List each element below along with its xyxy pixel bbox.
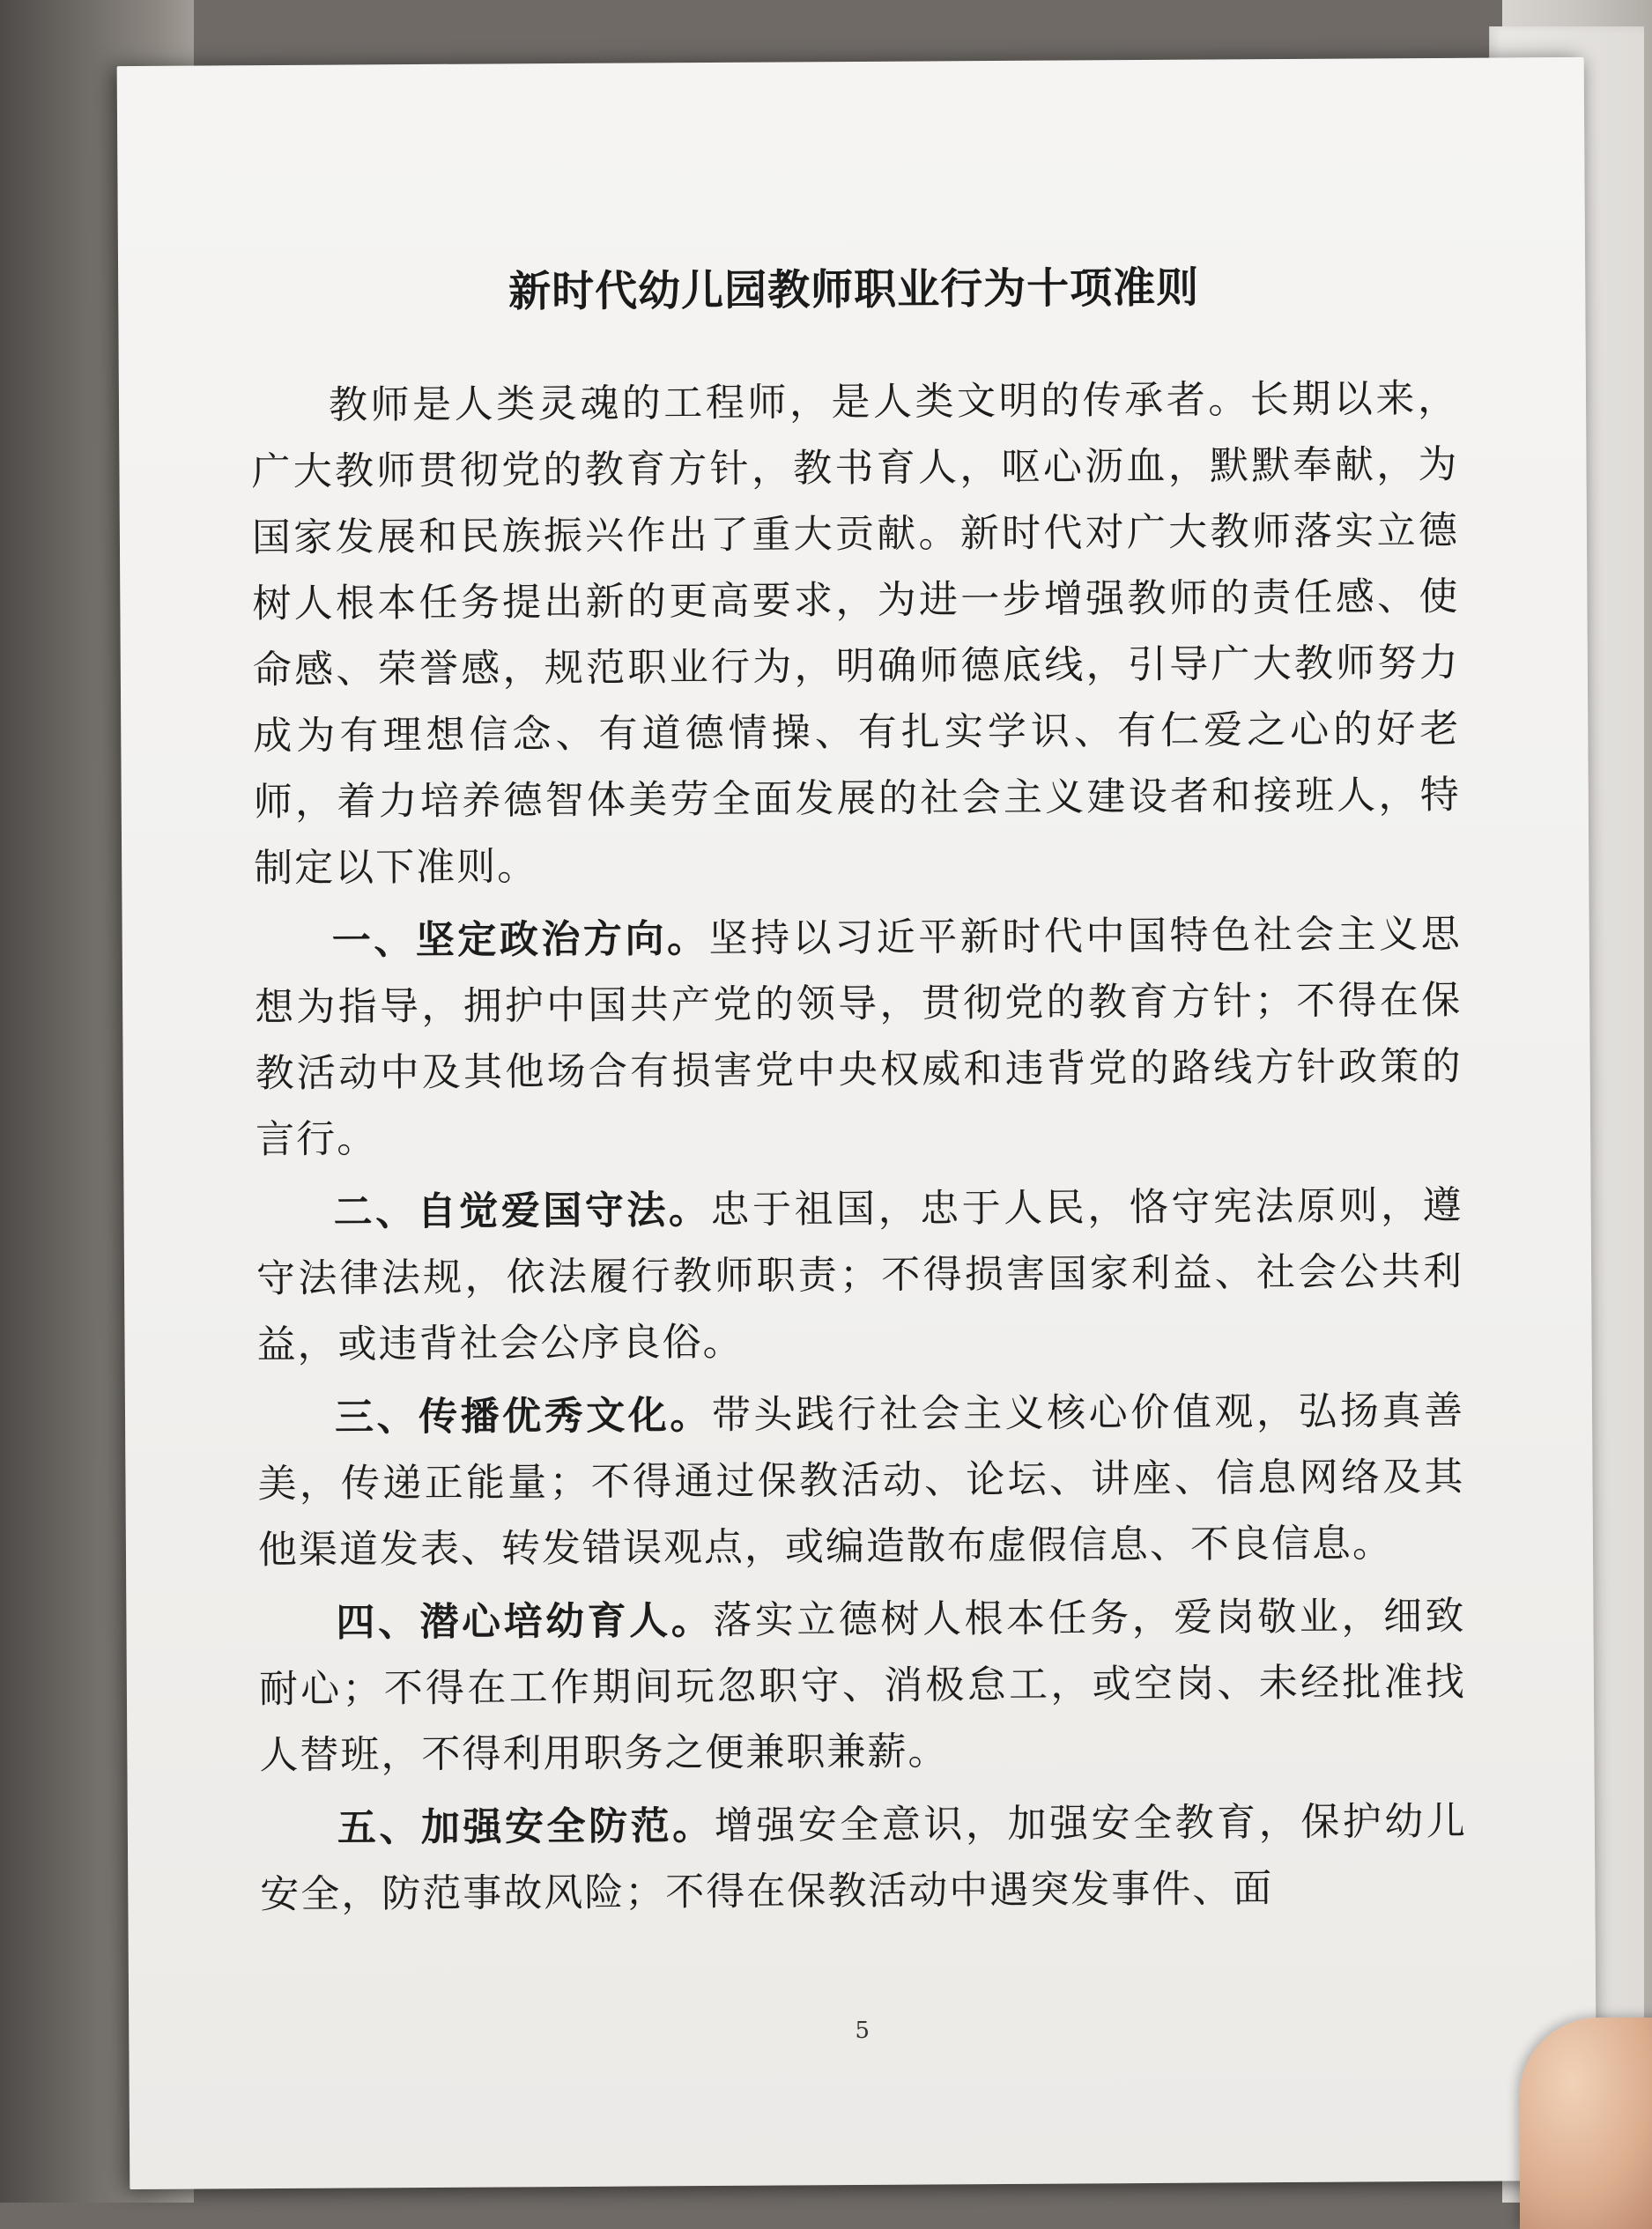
rule-4-text: 落实立德树人根本任务，爱岗敬业，细致耐心；不得在工作期间玩忽职守、消极怠工，或空岗、未经批准找人替班，不得利用职务之便兼职兼薪。 [258,1593,1467,1779]
rule-2-heading: 二、自觉爱国守法。 [333,1188,711,1235]
rule-4 [258,1583,1466,1788]
page-number: 5 [855,2017,870,2045]
rule-5-text: 增强安全意识，加强安全教育，保护幼儿安全，防范事故风险；不得在保教活动中遇突发事件、面 [260,1798,1468,1918]
rule-5-heading: 五、加强安全防范。 [337,1803,715,1851]
document-page [117,57,1597,2189]
rule-3-text: 带头践行社会主义核心价值观，弘扬真善美，传递正能量；不得通过保教活动、论坛、讲座、信息网络及其他渠道发表、转发错误观点，或编造散布虚假信息、不良信息。 [257,1388,1465,1574]
thumb-holding-page [1520,2018,1652,2229]
rule-1-text: 坚持以习近平新时代中国特色社会主义思想为指导，拥护中国共产党的领导，贯彻党的教育方针；不得在保教活动中及其他场合有损害党中央权威和违背党的路线方针政策的言行。 [255,911,1463,1163]
rule-1-heading: 一、坚定政治方向。 [331,916,709,964]
intro-paragraph: 教师是人类灵魂的工程师，是人类文明的传承者。长期以来，广大教师贯彻党的教育方针，教书育人，呕心沥血，默默奉献，为国家发展和民族振兴作出了重大贡献。新时代对广大教师落实立德树人根本任务提出新的更高要求，为进一步增强教师的责任感、使命感、荣誉感，规范职业行为，明确师德底线，引导广大教师努力成为有理想信念、有道德情操、有扎实学识、有仁爱之心的好老师，着力培养德智体美劳全面发展的社会主义建设者和接班人，特制定以下准则。 [251,375,1461,892]
document-title: 新时代幼儿园教师职业行为十项准则 [508,263,1200,317]
rule-3 [257,1378,1465,1583]
rule-3-heading: 三、传播优秀文化。 [334,1393,713,1440]
rule-5 [260,1788,1468,1928]
rule-1 [254,901,1463,1173]
page-content [250,252,1468,1935]
rule-2 [256,1173,1463,1378]
rule-4-heading: 四、潜心培幼育人。 [336,1598,714,1646]
rule-2-text: 忠于祖国，忠于人民，恪守宪法原则，遵守法律法规，依法履行教师职责；不得损害国家利益、社会公共利益，或违背社会公序良俗。 [256,1182,1464,1368]
